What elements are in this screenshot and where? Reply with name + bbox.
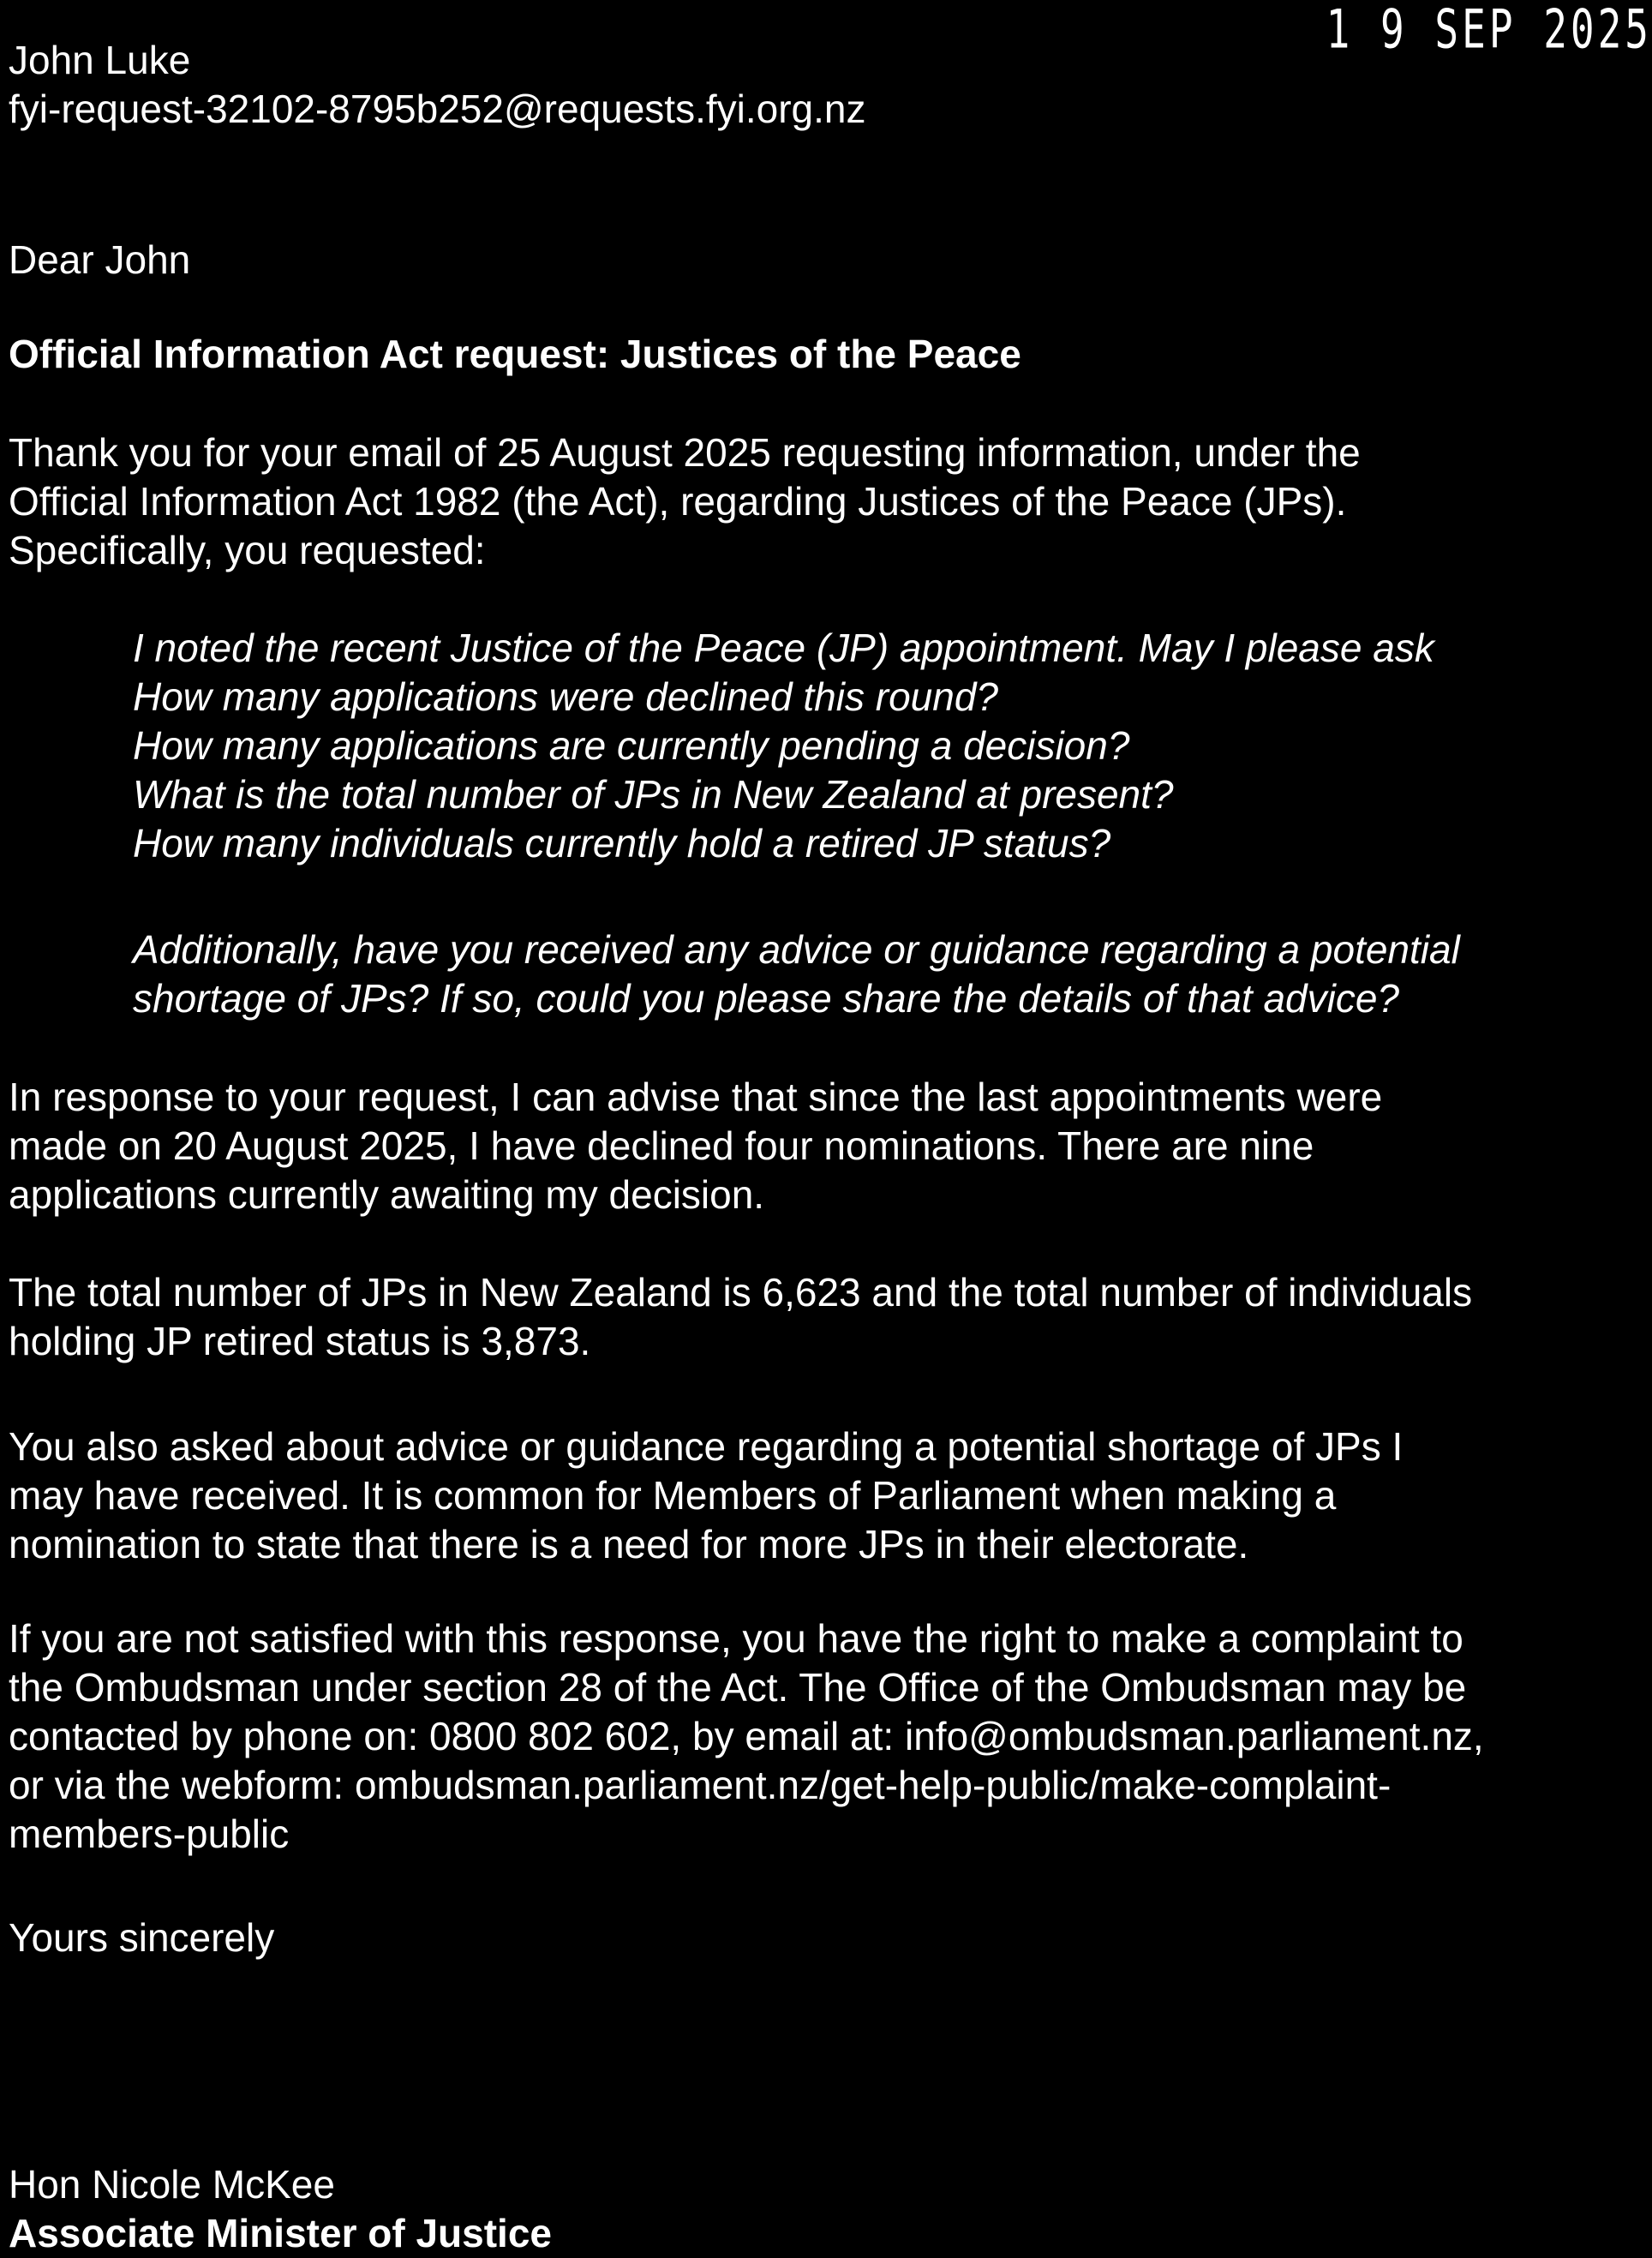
paragraph-line: may have received. It is common for Members of Parliament when making a	[9, 1473, 1337, 1518]
quote-line: How many applications are currently pending a decision?	[133, 723, 1130, 768]
paragraph-line: In response to your request, I can advise that since the last appointments were	[9, 1075, 1383, 1119]
salutation: Dear John	[9, 237, 191, 282]
intro-paragraph	[9, 428, 1628, 575]
paragraph-line: Thank you for your email of 25 August 2025 requesting information, under the	[9, 430, 1361, 475]
subject-heading: Official Information Act request: Justices of the Peace	[9, 332, 1021, 376]
paragraph-line: made on 20 August 2025, I have declined four nominations. There are nine	[9, 1123, 1314, 1168]
quote-line: What is the total number of JPs in New Zealand at present?	[133, 772, 1174, 817]
request-quote	[133, 624, 1641, 868]
quote-line: How many individuals currently hold a retired JP status?	[133, 821, 1111, 865]
signatory-title: Associate Minister of Justice	[9, 2211, 552, 2255]
paragraph-line: members-public	[9, 1812, 290, 1856]
totals-paragraph	[9, 1268, 1628, 1366]
quote-line: How many applications were declined this round?	[133, 674, 999, 719]
advice-paragraph	[9, 1422, 1628, 1569]
paragraph-line: applications currently awaiting my decision.	[9, 1172, 765, 1217]
quote-line: shortage of JPs? If so, could you please share the details of that advice?	[133, 976, 1400, 1021]
paragraph-line: nomination to state that there is a need for more JPs in their electorate.	[9, 1522, 1249, 1566]
quote-line: Additionally, have you received any advice or guidance regarding a potential	[133, 927, 1460, 972]
quote-line: I noted the recent Justice of the Peace (JP) appointment. May I please ask	[133, 626, 1434, 670]
recipient-email: fyi-request-32102-8795b252@requests.fyi.org.nz	[9, 87, 866, 131]
signatory-name: Hon Nicole McKee	[9, 2162, 335, 2207]
closing: Yours sincerely	[9, 1915, 275, 1960]
paragraph-line: Specifically, you requested:	[9, 528, 486, 572]
response-paragraph	[9, 1073, 1628, 1219]
date-stamp: 1 9 SEP 2025	[1326, 0, 1652, 61]
paragraph-line: You also asked about advice or guidance regarding a potential shortage of JPs I	[9, 1424, 1404, 1469]
paragraph-line: contacted by phone on: 0800 802 602, by email at: info@ombudsman.parliament.nz,	[9, 1714, 1484, 1758]
ombudsman-paragraph	[9, 1614, 1628, 1859]
paragraph-line: the Ombudsman under section 28 of the Act. The Office of the Ombudsman may be	[9, 1665, 1467, 1710]
recipient-block	[9, 36, 1294, 134]
paragraph-line: If you are not satisfied with this response, you have the right to make a complaint to	[9, 1616, 1463, 1661]
request-additional-quote	[133, 925, 1641, 1023]
paragraph-line: holding JP retired status is 3,873.	[9, 1319, 591, 1363]
paragraph-line: The total number of JPs in New Zealand is 6,623 and the total number of individuals	[9, 1270, 1473, 1315]
recipient-name: John Luke	[9, 38, 191, 82]
paragraph-line: Official Information Act 1982 (the Act), regarding Justices of the Peace (JPs).	[9, 479, 1347, 524]
paragraph-line: or via the webform: ombudsman.parliament.nz/get-help-public/make-complaint-	[9, 1763, 1392, 1807]
